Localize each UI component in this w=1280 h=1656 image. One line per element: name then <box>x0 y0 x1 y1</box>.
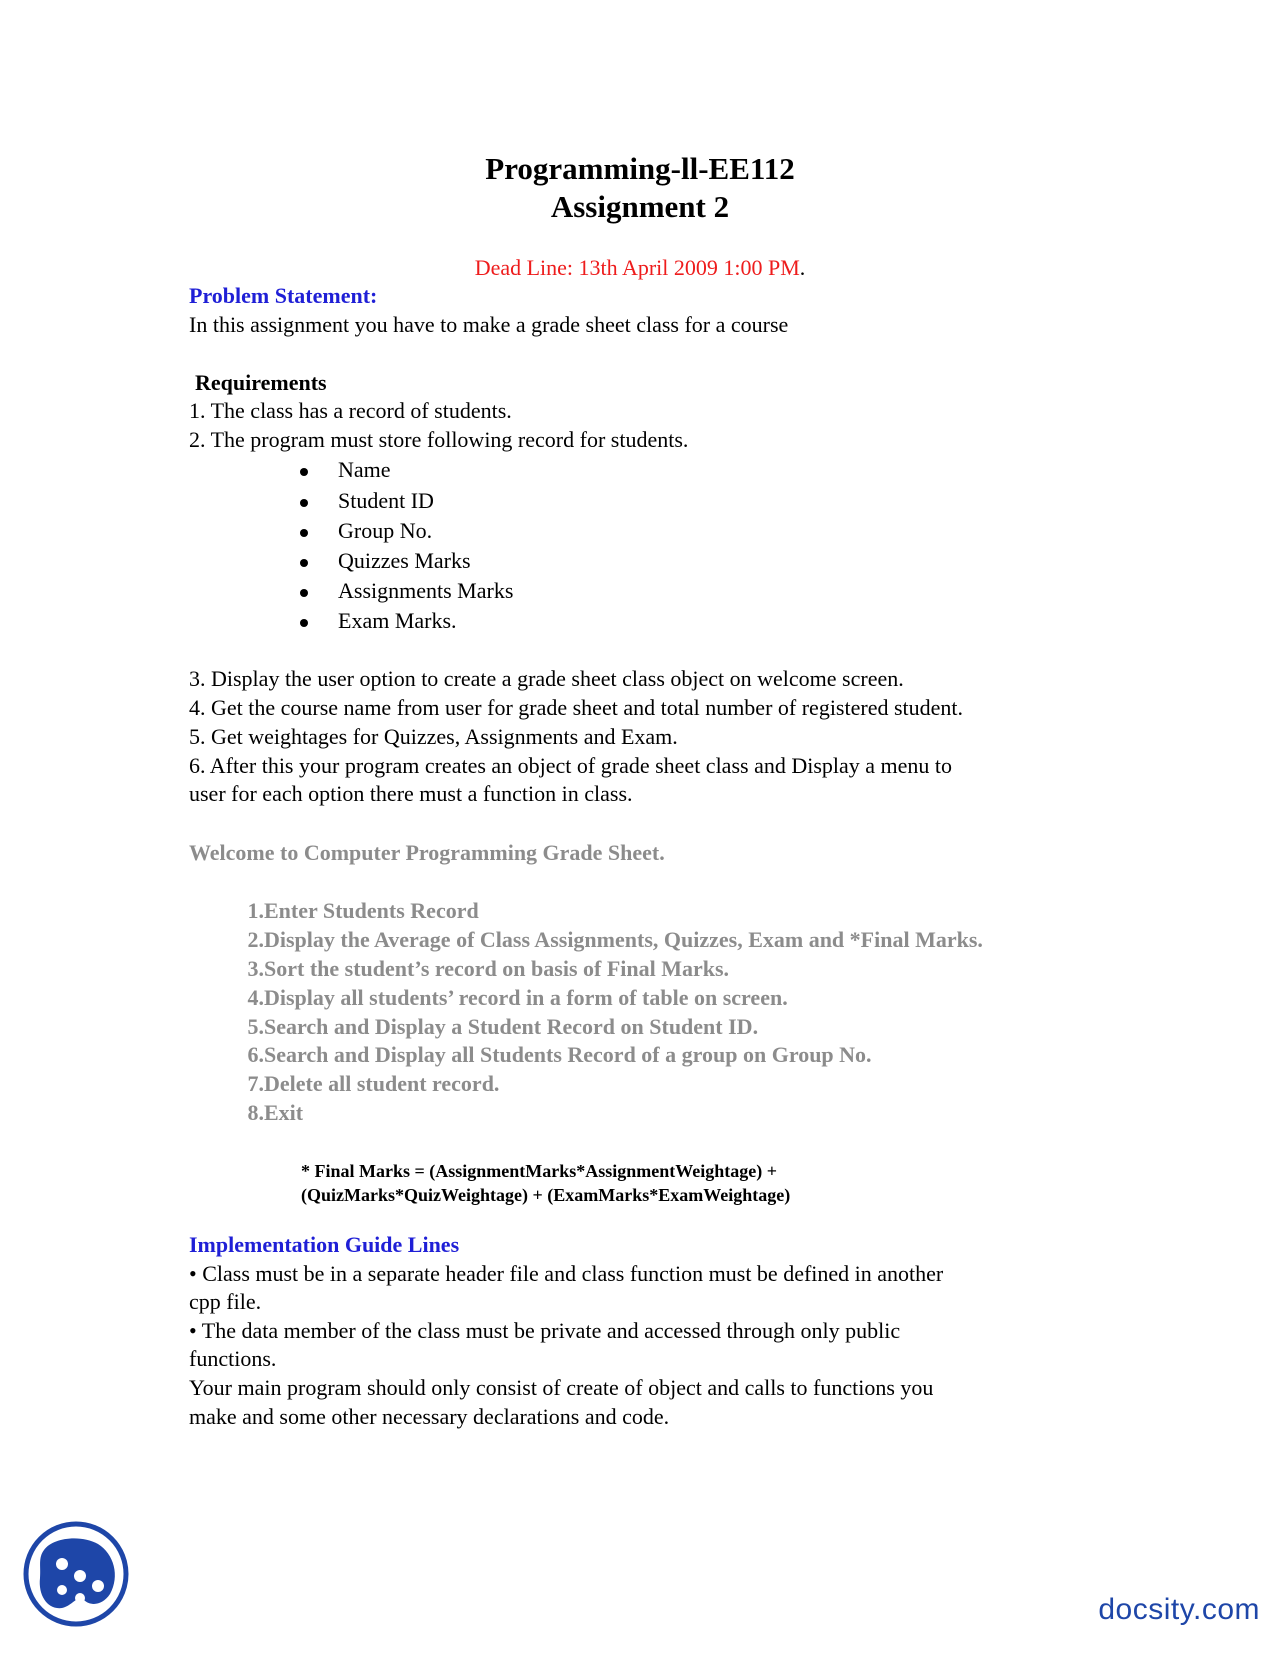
bullet-icon <box>300 559 308 567</box>
menu-option-label: Display all students’ record in a form of table on screen. <box>264 985 788 1010</box>
field-label: Assignments Marks <box>338 578 514 603</box>
menu-option-number: 1. <box>247 898 264 923</box>
menu-option <box>220 897 479 925</box>
guideline-line: cpp file. <box>189 1289 262 1314</box>
problem-statement-heading: Problem Statement: <box>189 283 378 308</box>
menu-option-number: 4. <box>247 985 264 1010</box>
docsity-watermark[interactable]: docsity.com <box>1098 1593 1260 1626</box>
guidelines-heading: Implementation Guide Lines <box>189 1232 460 1257</box>
final-marks-formula-line1: * Final Marks = (AssignmentMarks*AssignmentWeightage) + <box>301 1161 778 1181</box>
bullet-icon <box>300 499 308 507</box>
menu-option <box>220 926 983 954</box>
menu-option-label: Delete all student record. <box>264 1071 500 1096</box>
menu-option <box>220 1013 759 1041</box>
menu-option-number: 6. <box>247 1042 264 1067</box>
deadline-period: . <box>799 255 806 280</box>
guideline-line: functions. <box>189 1346 277 1371</box>
guideline-line: make and some other necessary declarations and code. <box>189 1404 670 1429</box>
menu-option-label: Sort the student’s record on basis of Final Marks. <box>264 956 730 981</box>
menu-option <box>220 1099 304 1127</box>
bullet-icon <box>300 589 308 597</box>
final-marks-formula-line2: (QuizMarks*QuizWeightage) + (ExamMarks*ExamWeightage) <box>301 1185 791 1205</box>
field-label: Exam Marks. <box>338 608 457 633</box>
menu-option-label: Search and Display a Student Record on Student ID. <box>264 1014 759 1039</box>
field-label: Student ID <box>338 488 434 513</box>
menu-option-number: 7. <box>247 1071 264 1096</box>
bullet-icon <box>300 619 308 627</box>
guideline-line: Your main program should only consist of create of object and calls to functions you <box>189 1375 934 1400</box>
field-label: Quizzes Marks <box>338 548 471 573</box>
requirement-item: 2. The program must store following record for students. <box>189 427 689 452</box>
deadline-text <box>0 254 1280 282</box>
menu-option-number: 3. <box>247 956 264 981</box>
requirement-item: 6. After this your program creates an object of grade sheet class and Display a menu to <box>189 753 953 778</box>
docsity-logo-graphic <box>22 1520 130 1628</box>
guideline-line: • Class must be in a separate header file and class function must be defined in another <box>189 1261 944 1286</box>
requirement-item: 3. Display the user option to create a grade sheet class object on welcome screen. <box>189 666 904 691</box>
menu-option-label: Display the Average of Class Assignments, Quizzes, Exam and *Final Marks. <box>264 927 983 952</box>
menu-option-label: Exit <box>264 1100 304 1125</box>
requirement-item: 1. The class has a record of students. <box>189 398 512 423</box>
menu-option <box>220 984 788 1012</box>
document-subtitle: Assignment 2 <box>550 189 730 224</box>
menu-option <box>220 955 730 983</box>
bullet-icon <box>300 468 308 476</box>
bullet-icon <box>300 529 308 537</box>
menu-option-number: 5. <box>247 1014 264 1039</box>
field-label: Group No. <box>338 518 433 543</box>
field-label: Name <box>338 457 391 482</box>
menu-option-number: 2. <box>247 927 264 952</box>
menu-option-label: Search and Display all Students Record of a group on Group No. <box>264 1042 872 1067</box>
requirement-item: 5. Get weightages for Quizzes, Assignments and Exam. <box>189 724 678 749</box>
guideline-line: • The data member of the class must be private and accessed through only public <box>189 1318 901 1343</box>
menu-welcome-text: Welcome to Computer Programming Grade Sheet. <box>189 840 665 865</box>
menu-option-number: 8. <box>247 1100 264 1125</box>
menu-option-label: Enter Students Record <box>264 898 479 923</box>
menu-option <box>220 1041 872 1069</box>
document-title: Programming-ll-EE112 <box>485 151 795 186</box>
requirement-item-continued: user for each option there must a function in class. <box>189 781 633 806</box>
problem-statement-text: In this assignment you have to make a grade sheet class for a course <box>189 312 789 337</box>
requirement-item: 4. Get the course name from user for grade sheet and total number of registered student. <box>189 695 964 720</box>
requirements-heading: Requirements <box>195 370 327 395</box>
menu-option <box>220 1070 500 1098</box>
deadline-label: Dead Line: 13th April 2009 1:00 PM <box>474 255 800 280</box>
docsity-logo-icon[interactable] <box>22 1520 130 1628</box>
